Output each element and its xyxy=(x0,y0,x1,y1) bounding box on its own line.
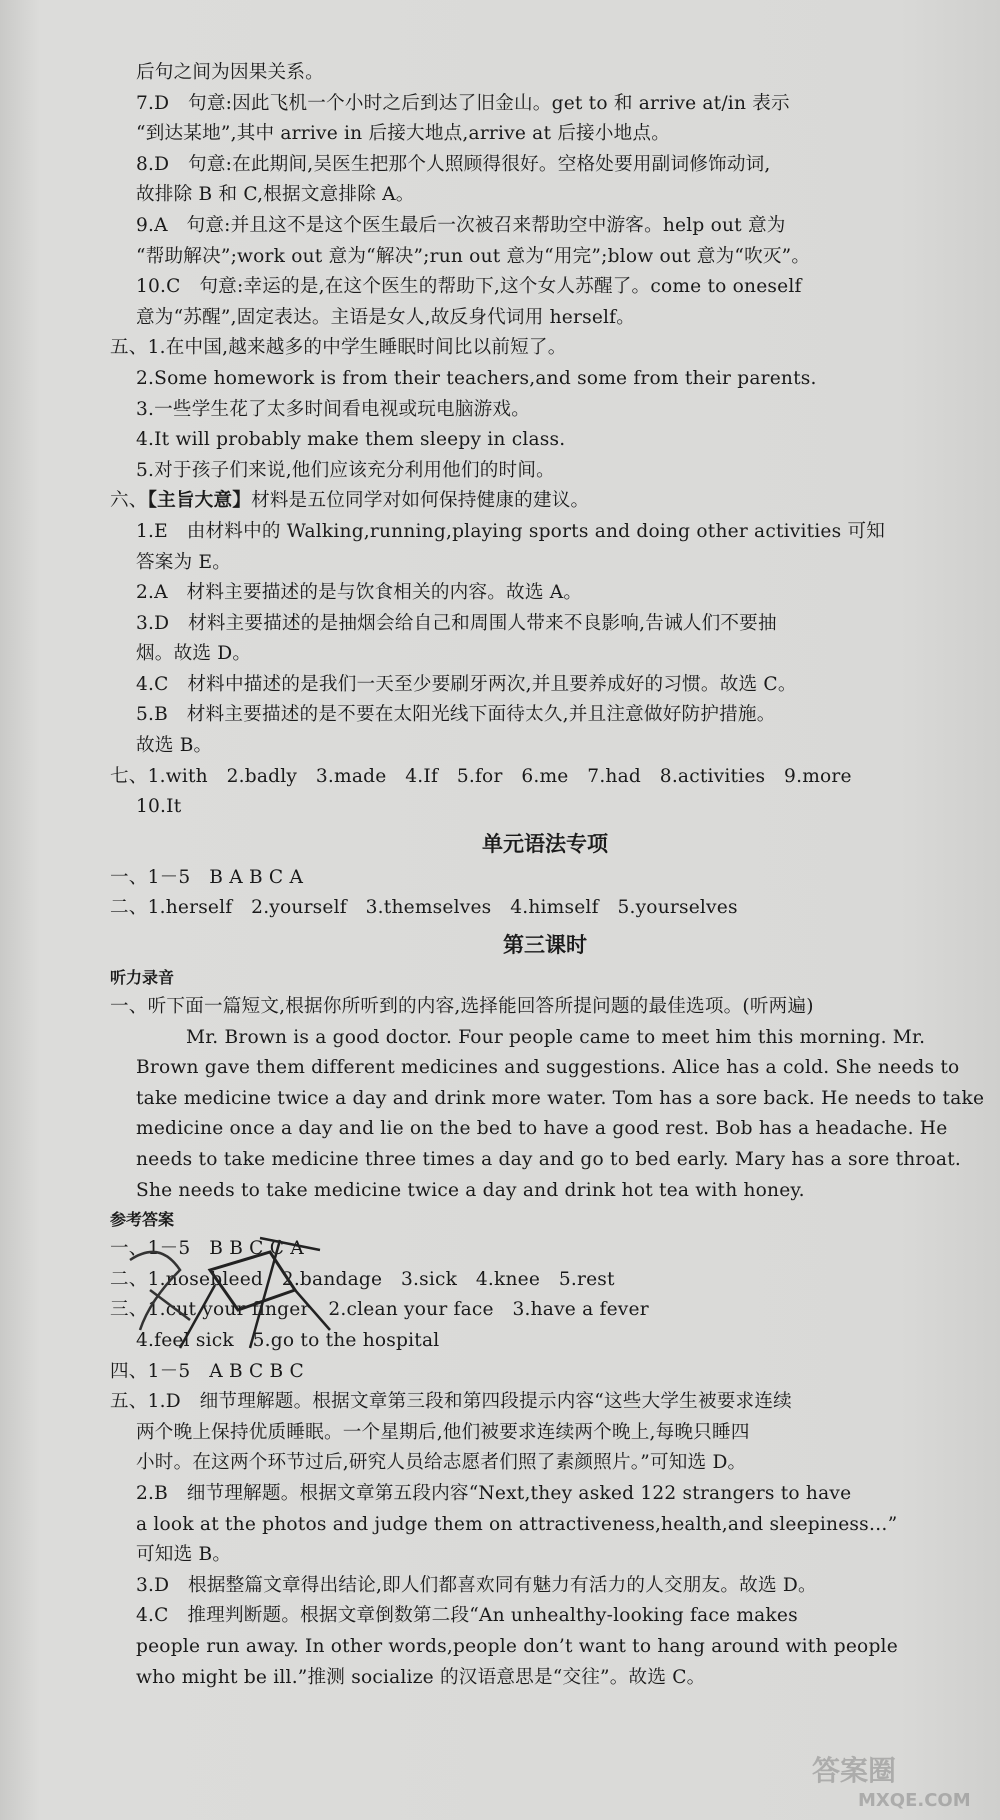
listening-label: 听力录音 xyxy=(110,968,175,988)
section-6-prefix: 六、 xyxy=(110,490,148,512)
answer-line: people run away. In other words,people don’t want to hang around with people xyxy=(136,1635,898,1657)
answer-line: 8.D 句意:在此期间,吴医生把那个人照顾得很好。空格处要用副词修饰动词, xyxy=(136,153,771,175)
listening-question: 一、听下面一篇短文,根据你所听到的内容,选择能回答所提问题的最佳选项。(听两遍) xyxy=(110,996,814,1018)
heading-grammar: 单元语法专项 xyxy=(482,831,608,856)
answer-line: 3.D 根据整篇文章得出结论,即人们都喜欢同有魅力有活力的人交朋友。故选 D。 xyxy=(136,1574,817,1596)
passage-line: She needs to take medicine twice a day and drink hot tea with honey. xyxy=(136,1179,805,1201)
listening-passage xyxy=(110,1023,985,1207)
answer-line: 2.B 细节理解题。根据文章第五段内容“Next,they asked 122 strangers to have xyxy=(136,1482,852,1504)
answer-line: a look at the photos and judge them on attractiveness,health,and sleepiness…” xyxy=(136,1513,898,1535)
answer-line: 小时。在这两个环节过后,研究人员给志愿者们照了素颜照片。”可知选 D。 xyxy=(136,1452,747,1474)
answer-line: “帮助解决”;work out 意为“解决”;run out 意为“用完”;blow out 意为“吹灭”。 xyxy=(136,245,811,267)
answers-label: 参考答案 xyxy=(110,1210,175,1230)
answer-line: 2.Some homework is from their teachers,and some from their parents. xyxy=(136,367,817,389)
answer-line: 可知选 B。 xyxy=(136,1544,232,1566)
watermark-url: MXQE.COM xyxy=(858,1790,971,1811)
answer-line: “到达某地”,其中 arrive in 后接大地点,arrive at 后接小地点。 xyxy=(136,123,670,145)
watermark-text: 答案圈 xyxy=(812,1754,897,1787)
handwritten-stamp-mark xyxy=(120,1230,380,1350)
answer-line: 一、1－5 B A B C A xyxy=(110,866,304,888)
answer-line: 五、1.在中国,越来越多的中学生睡眠时间比以前短了。 xyxy=(110,337,567,359)
answer-line: 4.C 材料中描述的是我们一天至少要刷牙两次,并且要养成好的习惯。故选 C。 xyxy=(136,673,797,695)
answer-line: 1.E 由材料中的 Walking,running,playing sports and doing other activities 可知 xyxy=(136,520,886,542)
answer-line: 10.C 句意:幸运的是,在这个医生的帮助下,这个女人苏醒了。come to oneself xyxy=(136,276,802,298)
answer-line: 4.feel sick 5.go to the hospital xyxy=(136,1329,440,1351)
answer-line: who might be ill.”推测 socialize 的汉语意思是“交往”。故选 C。 xyxy=(136,1666,706,1688)
answer-line: 2.A 材料主要描述的是与饮食相关的内容。故选 A。 xyxy=(136,582,583,604)
answer-line: 烟。故选 D。 xyxy=(136,643,252,665)
answer-line: 答案为 E。 xyxy=(136,551,232,573)
answer-line: 三、1.cut your finger 2.clean your face 3.have a fever xyxy=(110,1299,649,1321)
answer-line: 二、1.herself 2.yourself 3.themselves 4.himself 5.yourselves xyxy=(110,897,738,919)
answer-line: 9.A 句意:并且这不是这个医生最后一次被召来帮助空中游客。help out 意为 xyxy=(136,214,786,236)
answer-line: 4.It will probably make them sleepy in class. xyxy=(136,429,566,451)
passage-line: needs to take medicine three times a day and go to bed early. Mary has a sore throat. xyxy=(136,1149,961,1170)
answer-line: 5.对于孩子们来说,他们应该充分利用他们的时间。 xyxy=(136,459,555,481)
passage-line: Mr. Brown is a good doctor. Four people came to meet him this morning. Mr. xyxy=(186,1026,926,1048)
answer-line: 四、1－5 A B C B C xyxy=(110,1360,304,1382)
section-6-bold-tag: 【主旨大意】 xyxy=(147,490,252,512)
answer-line: 3.一些学生花了太多时间看电视或玩电脑游戏。 xyxy=(136,398,531,420)
answer-line: 一、1－5 B B C C A xyxy=(110,1238,304,1260)
answer-line: 4.C 推理判断题。根据文章倒数第二段“An unhealthy-looking face makes xyxy=(136,1605,798,1627)
passage-line: take medicine twice a day and drink more water. Tom has a sore back. He needs to take xyxy=(136,1087,985,1109)
heading-lesson-three: 第三课时 xyxy=(503,933,587,958)
passage-line: Brown gave them different medicines and suggestions. Alice has a cold. She needs to xyxy=(136,1057,960,1079)
answer-content xyxy=(110,58,985,1693)
answer-line: 七、1.with 2.badly 3.made 4.If 5.for 6.me 7.had 8.activities 9.more xyxy=(110,765,852,787)
section-6-7-answers xyxy=(110,517,980,823)
answer-line: 后句之间为因果关系。 xyxy=(136,62,324,83)
answer-line: 五、1.D 细节理解题。根据文章第三段和第四段提示内容“这些大学生被要求连续 xyxy=(110,1391,792,1413)
answer-line: 二、1.nosebleed 2.bandage 3.sick 4.knee 5.rest xyxy=(110,1268,615,1290)
site-watermark-logo xyxy=(808,1748,988,1812)
answer-line: 10.It xyxy=(136,796,182,818)
answer-line: 7.D 句意:因此飞机一个小时之后到达了旧金山。get to 和 arrive at/in 表示 xyxy=(136,92,790,114)
grammar-answers xyxy=(110,863,980,924)
answer-line: 5.B 材料主要描述的是不要在太阳光线下面待太久,并且注意做好防护措施。 xyxy=(136,704,776,726)
passage-line: medicine once a day and lie on the bed to have a good rest. Bob has a headache. He xyxy=(136,1118,948,1140)
answer-line: 两个晚上保持优质睡眠。一个星期后,他们被要求连续两个晚上,每晚只睡四 xyxy=(136,1421,750,1443)
answer-line: 故排除 B 和 C,根据文意排除 A。 xyxy=(136,184,415,206)
answer-line: 3.D 材料主要描述的是抽烟会给自己和周围人带来不良影响,告诫人们不要抽 xyxy=(136,612,777,634)
answer-line: 故选 B。 xyxy=(136,735,213,757)
section-4-answers xyxy=(110,58,980,486)
section-6-summary: 材料是五位同学对如何保持健康的建议。 xyxy=(251,490,590,512)
section-6-header xyxy=(110,486,980,517)
answer-line: 意为“苏醒”,固定表达。主语是女人,故反身代词用 herself。 xyxy=(136,306,636,328)
